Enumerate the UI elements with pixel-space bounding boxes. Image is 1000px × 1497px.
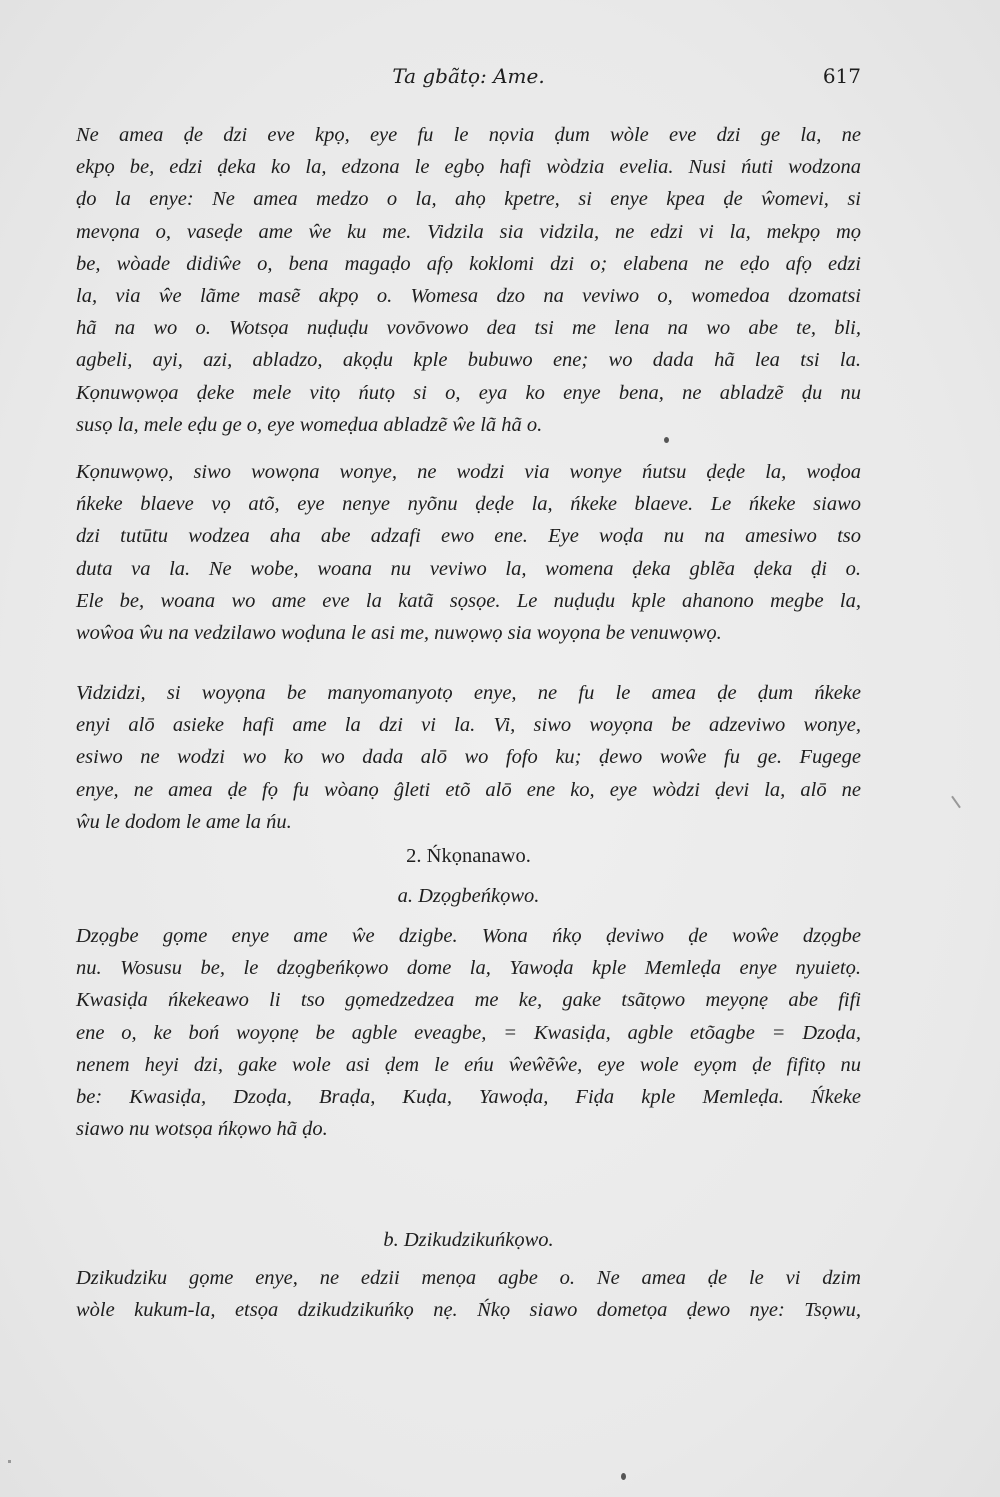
text-line: mevọna o, vaseḍe ame ŵe ku me. Vidzila sia vidzila, ne edzi vi la, mekpọ mọ bbox=[76, 220, 861, 243]
text-line: ḍo la enye: Ne amea medzo o la, ahọ kpetre, si enye kpea ḍe ŵomevi, si bbox=[76, 188, 861, 211]
text-line: be: Kwasiḍa, Dzoḍa, Braḍa, Kuḍa, Yawoḍa, Fiḍa kple Memleḍa. Ńkeke bbox=[76, 1086, 861, 1109]
text-line: Ele be, woana wo ame eve la katã sọsọe. Le nuḍuḍu kple ahanono megbe la, bbox=[76, 589, 861, 612]
page-header bbox=[76, 62, 861, 92]
text-line: siawo nu wotsọa ńkọwo hã ḍo. bbox=[76, 1118, 328, 1141]
text-line: nu. Wosusu be, le dzọgbeńkọwo dome la, Yawoḍa kple Memleḍa enye nyuietọ. bbox=[76, 957, 861, 980]
paragraph-3 bbox=[76, 677, 861, 838]
text-line: be, wòade didiŵe o, bena magaḍo afọ koklomi dzi o; elabena ne eḍo afọ edzi bbox=[76, 252, 861, 275]
text-line: ŵu le dodom le ame la ńu. bbox=[76, 810, 292, 833]
text-line: woŵoa ŵu na vedzilawo woḍuna le asi me, nuwọwọ sia woyọna be venuwọwọ. bbox=[76, 622, 722, 645]
text-line: la, via ŵe lãme masẽ akpọ o. Womesa dzo na veviwo o, womedoa dzomatsi bbox=[76, 285, 861, 308]
text-line: wòle kukum-la, etsọa dzikudzikuńkọ nẹ. Ńkọ siawo dometọa ḍewo nye: Tsọwu, bbox=[76, 1299, 861, 1322]
ink-speck bbox=[621, 1473, 626, 1480]
text-line: duta va la. Ne wobe, woana nu veviwo la, womena ḍeka gblẽa ḍeka ḍi o. bbox=[76, 557, 861, 580]
paragraph-4 bbox=[76, 920, 861, 1145]
text-line: Kwasiḍa ńkekeawo li tso gọmedzedzea me ke, gake tsãtọwo meyọnẹ abe fifi bbox=[76, 989, 861, 1012]
text-line: ekpọ be, edzi ḍeka ko la, edzona le egbọ hafi wòdzia evelia. Nusi ńuti wodzona bbox=[76, 156, 861, 179]
paragraph-2 bbox=[76, 456, 861, 649]
text-line: Kọnuwọwọa ḍeke mele vitọ ńutọ si o, eya ko enye bena, ne abladzẽ ḍu nu bbox=[76, 381, 861, 404]
subheading-b: b. Dzikudzikuńkọwo. bbox=[383, 1229, 554, 1251]
text-line: hã na wo o. Wotsọa nuḍuḍu vovōvowo dea tsi me lena na wo abe te, bli, bbox=[76, 317, 861, 340]
section-heading: 2. Ńkọnanawo. bbox=[406, 845, 531, 867]
text-line: ene o, ke boń woyọnẹ be agble eveagbe, = Kwasiḍa, agble etõagbe = Dzoḍa, bbox=[76, 1021, 861, 1044]
text-line: Ne amea ḍe dzi eve kpọ, eye fu le nọvia ḍum wòle eve dzi ge la, ne bbox=[76, 124, 861, 146]
page-number: 617 bbox=[822, 64, 861, 88]
text-line: Dzọgbe gọme enye ame ŵe dzigbe. Wona ńkọ ḍeviwo ḍe woŵe dzọgbe bbox=[76, 925, 861, 947]
running-title: Ta gbãtọ: Ame. bbox=[392, 64, 545, 88]
text-line: enye, ne amea ḍe fọ fu wòanọ ĝleti etõ alō ene ko, eye wòdzi ḍevi la, alō ne bbox=[76, 778, 861, 801]
text-line: Dzikudziku gọme enye, ne edzii menọa agbe o. Ne amea ḍe le vi dzim bbox=[76, 1267, 861, 1289]
subheading-a: a. Dzọgbeńkọwo. bbox=[397, 885, 540, 907]
text-line: susọ la, mele eḍu ge o, eye womeḍua abladzẽ ŵe lã hã o. bbox=[76, 413, 543, 436]
scan-mark bbox=[8, 1460, 11, 1463]
text-line: dzi tutūtu wodzea aha abe adzafi ewo ene. Eye woḍa nu na amesiwo tso bbox=[76, 525, 861, 548]
paragraph-1 bbox=[76, 119, 861, 441]
text-line: agbeli, ayi, azi, abladzo, akọḍu kple bubuwo ene; wo dada hã lea tsi la. bbox=[76, 349, 861, 372]
ink-speck bbox=[664, 437, 669, 443]
text-line: ńkeke blaeve vọ atõ, eye nenye nyõnu ḍeḍe la, ńkeke blaeve. Le ńkeke siawo bbox=[76, 493, 861, 516]
text-line: Vidzidzi, si woyọna be manyomanyotọ enye, ne fu le amea ḍe ḍum ńkeke bbox=[76, 682, 861, 704]
text-line: nenem heyi dzi, gake wole asi ḍem le eńu ŵeŵẽŵe, eye wole eyọm ḍe fifitọ nu bbox=[76, 1053, 861, 1076]
scan-mark bbox=[951, 796, 961, 809]
text-line: enyi alō asieke hafi ame la dzi vi la. Vi, siwo woyọna be adzeviwo wonye, bbox=[76, 714, 861, 737]
text-line: Kọnuwọwọ, siwo wowọna wonye, ne wodzi via wonye ńutsu ḍeḍe la, woḍoa bbox=[76, 461, 861, 483]
paragraph-5 bbox=[76, 1262, 861, 1326]
text-line: esiwo ne wodzi wo ko wo dada alō wo fofo ku; ḍewo woŵe fu ge. Fugege bbox=[76, 746, 861, 769]
